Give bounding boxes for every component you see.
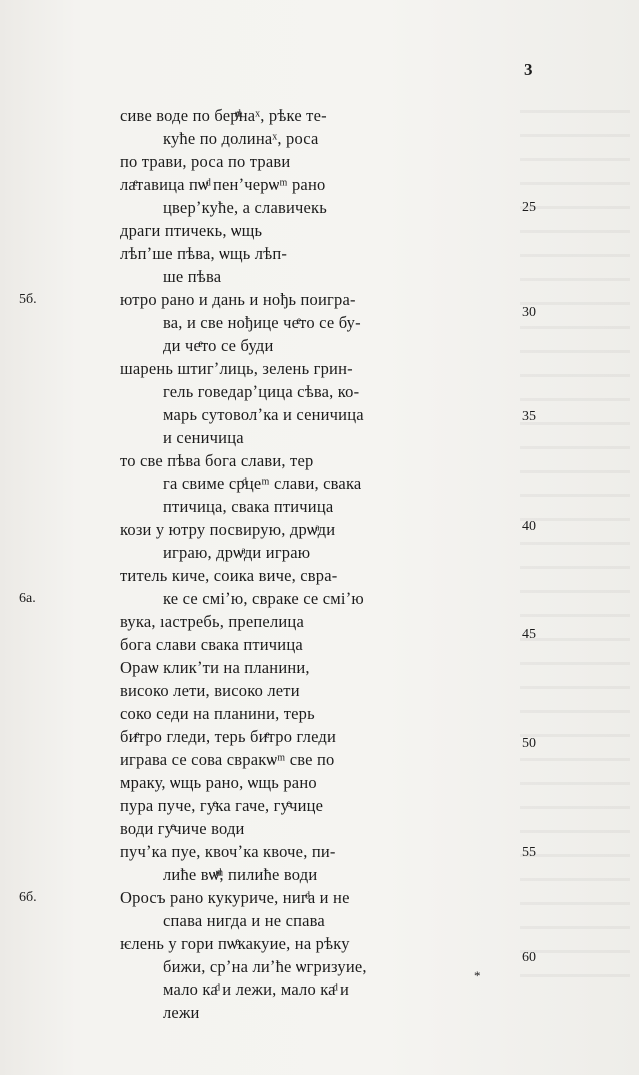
poem-line: по трави, роса по трави bbox=[120, 152, 291, 171]
poem-line: кози у ютру посвирую, дрѡͣди bbox=[120, 520, 336, 539]
poem-line: мраку, ѡщь рано, ѡщь рано bbox=[120, 773, 317, 792]
poem-line: соко седи на планини, терь bbox=[120, 704, 315, 723]
line-number: 50 bbox=[522, 736, 536, 751]
poem-line: куће по долинаˣ, роса bbox=[163, 129, 319, 148]
poem-line: играю, дрѡͣди играю bbox=[163, 543, 311, 562]
poem-line: ва, и све нођице чеͤто се бу- bbox=[163, 313, 361, 332]
line-number: 60 bbox=[522, 950, 536, 965]
poem-line: то све пѣва бога слави, тер bbox=[120, 451, 314, 470]
poem-line: га свиме срͩцеᵐ слави, свака bbox=[163, 474, 362, 493]
poem-line: бижи, срʼна лиʼће ѡгризуие, bbox=[163, 957, 367, 976]
poem-line: лиће вѡͩͫ, пилиће води bbox=[163, 865, 318, 884]
folio-marker: 5б. bbox=[19, 292, 37, 307]
poem-line: високо лети, високо лети bbox=[120, 681, 300, 700]
poem-line: титель киче, соика виче, свра- bbox=[120, 566, 338, 585]
poem-line: цверʼкуће, а славичекь bbox=[163, 198, 327, 217]
poem-line: Ораѡ кликʼти на планини, bbox=[120, 658, 310, 677]
poem-line: лежи bbox=[163, 1003, 200, 1022]
poem-line: ди чеͤто се буди bbox=[163, 336, 274, 355]
line-number: 30 bbox=[522, 305, 536, 320]
poem-line: мало каͩ и лежи, мало каͩ и bbox=[163, 980, 350, 999]
poem-line: пура пуче, гуͤка гаче, гуͤчице bbox=[120, 796, 324, 815]
poem-line: лѣпʼше пѣва, ѡщь лѣп- bbox=[120, 244, 288, 263]
line-number: 45 bbox=[522, 627, 536, 642]
poem-line: ше пѣва bbox=[163, 267, 222, 286]
poem-line: пучʼка пуе, квочʼка квоче, пи- bbox=[120, 842, 336, 861]
show-through-text bbox=[520, 110, 630, 990]
poem-line: спава нигда и не спава bbox=[163, 911, 325, 930]
poem-line: шарень штигʼлиць, зелень грин- bbox=[120, 359, 353, 378]
poem-line: ютро рано и дань и нођь поигра- bbox=[120, 290, 356, 309]
line-number: 55 bbox=[522, 845, 536, 860]
poem-line: драги птичекь, ѡщь bbox=[120, 221, 263, 240]
line-number: 35 bbox=[522, 409, 536, 424]
footnote-mark: * bbox=[474, 968, 481, 983]
poem-line: игрaва се сова свракѡᵐ све по bbox=[120, 750, 335, 769]
poem-line: гель говедарʼцица сѣва, ко- bbox=[163, 382, 360, 401]
poem-line: птичица, свака птичица bbox=[163, 497, 334, 516]
line-number: 25 bbox=[522, 200, 536, 215]
poem-line: и сеничица bbox=[163, 428, 244, 447]
poem-line: ѥлень у гори пѡͤкакуие, на рѣку bbox=[120, 934, 350, 953]
poem-line: марь сутоволʼка и сеничица bbox=[163, 405, 364, 424]
folio-marker: 6б. bbox=[19, 890, 37, 905]
poem-line: вука, ıастребь, препелица bbox=[120, 612, 304, 631]
poem-line: сиве воде по берͩͫнаˣ, рѣке те- bbox=[120, 106, 327, 125]
poem-line: биͤтро гледи, терь биͤтро гледи bbox=[120, 727, 336, 746]
page-number: 3 bbox=[524, 60, 533, 79]
poem-line: лаͤтавица пѡͩ пенʼчерѡᵐ рано bbox=[120, 175, 326, 194]
poem-line: ке се смiʼю, свраке се смiʼю bbox=[163, 589, 364, 608]
poem-line: води гуͤчиче води bbox=[120, 819, 245, 838]
poem-line: Оросъ рано кукуриче, нигͩа и не bbox=[120, 888, 350, 907]
line-number: 40 bbox=[522, 519, 536, 534]
poem-line: бога слави свака птичица bbox=[120, 635, 303, 654]
folio-marker: 6а. bbox=[19, 591, 36, 606]
